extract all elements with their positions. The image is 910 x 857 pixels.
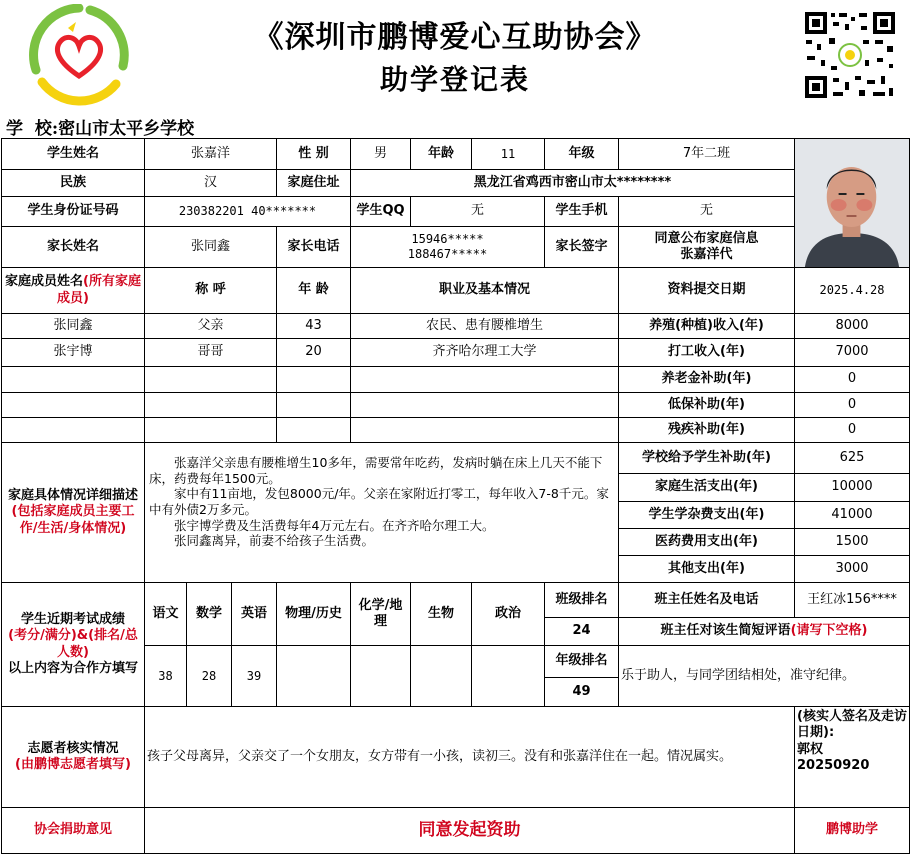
teacher-value: 王红冰156****: [795, 583, 910, 618]
comment-label: [619, 618, 910, 646]
submit-date-value: 2025.4.28: [795, 268, 910, 314]
situation-paragraph: 张同鑫离异，前妻不给孩子生活费。: [174, 533, 375, 549]
family-member-row: [2, 339, 910, 367]
job-header: 职业及基本情况: [351, 268, 619, 314]
qq-value: 无: [411, 197, 545, 226]
gender-value: 男: [351, 139, 411, 170]
comment-label-b: (请写下空格): [790, 623, 868, 639]
student-row-2: [2, 170, 910, 197]
exam-label-c: 以上内容为合作方填写: [7, 660, 138, 676]
grade-rank-value: 49: [545, 678, 619, 707]
work-income-label: 打工收入(年): [619, 339, 795, 367]
student-photo: [795, 139, 910, 268]
school-aid-label: 学校给予学生补助(年): [619, 443, 795, 474]
grade-rank-label: 年级排名: [545, 646, 619, 678]
family-members-label-b: (所有家庭成员): [57, 274, 141, 306]
ethnicity-label: 民族: [2, 170, 145, 197]
subject-header: 语文: [145, 583, 187, 646]
subject-header: 政治: [472, 583, 545, 646]
member-job: [351, 393, 619, 418]
farm-income-label: 养殖(种植)收入(年): [619, 314, 795, 339]
member-relation: [145, 418, 277, 443]
work-income-value: 7000: [795, 339, 910, 367]
subject-score: [351, 646, 411, 707]
member-relation: [145, 393, 277, 418]
subject-header: 英语: [232, 583, 277, 646]
subject-score: 28: [187, 646, 232, 707]
exam-label-a: 学生近期考试成绩: [20, 612, 125, 627]
subject-score: 38: [145, 646, 187, 707]
parent-phone-1: 15946*****: [411, 231, 484, 246]
subject-score: [472, 646, 545, 707]
gender-label: 性 别: [277, 139, 351, 170]
school-aid-value: 625: [795, 443, 910, 474]
member-name: 张同鑫: [2, 314, 145, 339]
family-member-row: [2, 314, 910, 339]
grade-label: 年级: [545, 139, 619, 170]
class-rank-label: 班级排名: [545, 583, 619, 618]
situation-label-b: (包括家庭成员主要工作/生活/身体情况): [11, 504, 135, 536]
tuition-expense-label: 学生学杂费支出(年): [619, 502, 795, 529]
parent-sign-line-2: 张嘉洋代: [680, 246, 733, 262]
school-name: 密山市太平乡学校: [58, 119, 195, 139]
teacher-label: 班主任姓名及电话: [619, 583, 795, 618]
parent-sign-label: 家长签字: [545, 226, 619, 267]
teacher-comment: 乐于助人，与同学团结相处，准守纪律。: [619, 646, 910, 707]
registration-table: [1, 138, 910, 854]
subject-header: 化学/地理: [351, 583, 411, 646]
disability-label: 残疾补助(年): [619, 418, 795, 443]
volunteer-row: [2, 707, 910, 808]
parent-name-label: 家长姓名: [2, 226, 145, 267]
member-age: [277, 418, 351, 443]
student-photo-image: [795, 139, 909, 267]
parent-phone-value: [351, 226, 545, 267]
situation-paragraph: 张嘉洋父亲患有腰椎增生10多年，需要常年吃药，发病时躺在床上几天不能下床，药费每年1500元。: [149, 455, 603, 486]
school-line: [6, 114, 194, 139]
volunteer-sign-name: 郭权: [797, 741, 824, 757]
volunteer-label-a: 志愿者核实情况: [27, 740, 119, 756]
submit-date-label: 资料提交日期: [619, 268, 795, 314]
address-value: 黑龙江省鸡西市密山市太********: [351, 170, 795, 197]
exam-label: [2, 583, 145, 707]
situation-label-a: 家庭具体情况详细描述: [7, 488, 138, 504]
farm-income-value: 8000: [795, 314, 910, 339]
opinion-value: 同意发起资助: [145, 808, 795, 854]
subject-header: 生物: [411, 583, 472, 646]
member-name: 张宇博: [2, 339, 145, 367]
member-age: [277, 393, 351, 418]
member-age: 43: [277, 314, 351, 339]
age-label: 年龄: [411, 139, 472, 170]
id-label: 学生身份证号码: [2, 197, 145, 226]
student-phone-label: 学生手机: [545, 197, 619, 226]
member-name: [2, 393, 145, 418]
ethnicity-value: 汉: [145, 170, 277, 197]
class-rank-value: 24: [545, 618, 619, 646]
living-expense-label: 家庭生活支出(年): [619, 474, 795, 502]
parent-sign-line-1: 同意公布家庭信息: [654, 230, 759, 246]
volunteer-sign: [795, 707, 910, 808]
qq-label: 学生QQ: [351, 197, 411, 226]
brand-label: 鹏博助学: [795, 808, 910, 854]
member-name: [2, 367, 145, 393]
member-relation: [145, 367, 277, 393]
school-label: 学 校:: [6, 119, 59, 139]
disability-value: 0: [795, 418, 910, 443]
exam-label-b: (考分/满分)&(排名/总人数): [8, 628, 138, 660]
grade-value: 7年二班: [619, 139, 795, 170]
volunteer-label-b: (由鹏博志愿者填写): [15, 757, 131, 772]
family-members-label: [2, 268, 145, 314]
student-row-1: [2, 139, 910, 170]
volunteer-label: [2, 707, 145, 808]
subject-header: 数学: [187, 583, 232, 646]
situation-row: [2, 443, 910, 474]
pension-label: 养老金补助(年): [619, 367, 795, 393]
member-relation: 父亲: [145, 314, 277, 339]
situation-paragraph: 张宇博学费及生活费每年4万元左右。在齐齐哈尔理工大。: [174, 517, 495, 533]
parent-row: [2, 226, 910, 267]
other-expense-value: 3000: [795, 556, 910, 583]
other-expense-label: 其他支出(年): [619, 556, 795, 583]
volunteer-sign-label: (核实人签名及走访日期):: [797, 709, 907, 741]
form-title: 《深圳市鹏博爱心互助协会》: [253, 20, 657, 55]
parent-sign-value: [619, 226, 795, 267]
tuition-expense-value: 41000: [795, 502, 910, 529]
family-member-row: [2, 418, 910, 443]
student-row-3: [2, 197, 910, 226]
member-relation: 哥哥: [145, 339, 277, 367]
family-member-row: [2, 393, 910, 418]
pension-value: 0: [795, 367, 910, 393]
exam-row-1: [2, 583, 910, 618]
parent-phone-label: 家长电话: [277, 226, 351, 267]
family-members-label-a: 家庭成员姓名: [5, 274, 84, 290]
member-job: [351, 418, 619, 443]
student-phone-value: 无: [619, 197, 795, 226]
id-value: 230382201 40*******: [145, 197, 351, 226]
age-value: 11: [472, 139, 545, 170]
member-job: 齐齐哈尔理工大学: [351, 339, 619, 367]
subject-header: 物理/历史: [277, 583, 351, 646]
subject-score: [411, 646, 472, 707]
member-age: [277, 367, 351, 393]
member-job: 农民、患有腰椎增生: [351, 314, 619, 339]
medical-expense-label: 医药费用支出(年): [619, 529, 795, 556]
form-header: [0, 0, 910, 112]
dibao-value: 0: [795, 393, 910, 418]
member-name: [2, 418, 145, 443]
parent-name: 张同鑫: [145, 226, 277, 267]
situation-label: [2, 443, 145, 583]
volunteer-text: 孩子父母离异，父亲交了一个女朋友，女方带有一小孩，读初三。没有和张嘉洋住在一起。情况属实。: [145, 707, 795, 808]
qr-code-icon: [803, 10, 897, 100]
member-age: 20: [277, 339, 351, 367]
volunteer-sign-date: 20250920: [797, 757, 870, 773]
subject-score: [277, 646, 351, 707]
family-member-row: [2, 367, 910, 393]
situation-paragraph: 家中有11亩地，发包8000元/年。父亲在家附近打零工，每年收入7-8千元。家中有外债2万多元。: [149, 486, 609, 517]
situation-description: [145, 443, 619, 583]
student-name: 张嘉洋: [145, 139, 277, 170]
address-label: 家庭住址: [277, 170, 351, 197]
member-age-header: 年 龄: [277, 268, 351, 314]
form-subtitle: 助学登记表: [379, 63, 530, 96]
dibao-label: 低保补助(年): [619, 393, 795, 418]
member-job: [351, 367, 619, 393]
relation-header: 称 呼: [145, 268, 277, 314]
living-expense-value: 10000: [795, 474, 910, 502]
medical-expense-value: 1500: [795, 529, 910, 556]
subject-score: 39: [232, 646, 277, 707]
comment-label-a: 班主任对该生简短评语: [660, 623, 791, 639]
parent-phone-2: 188467*****: [407, 246, 488, 261]
student-name-label: 学生姓名: [2, 139, 145, 170]
family-header-row: [2, 268, 910, 314]
opinion-row: [2, 808, 910, 854]
opinion-label: 协会捐助意见: [2, 808, 145, 854]
